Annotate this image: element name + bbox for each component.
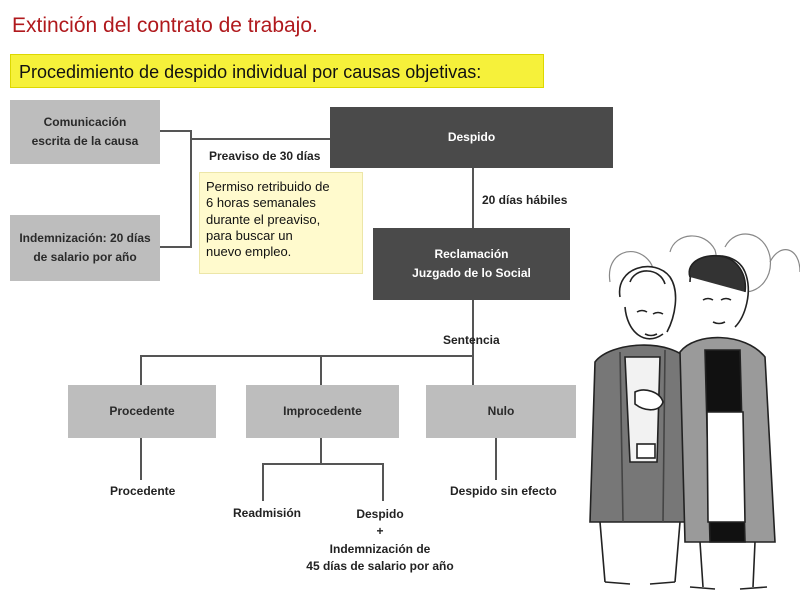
connector — [495, 438, 497, 480]
dismissal-no-effect-label: Despido sin efecto — [450, 484, 557, 498]
dismissal-plus-indemnity-label: Despido + Indemnización de 45 días de salario por año — [306, 507, 454, 574]
improcedente-text: Improcedente — [283, 404, 362, 419]
connector — [190, 130, 192, 248]
connector — [382, 463, 384, 501]
procedente-text: Procedente — [109, 404, 175, 419]
indemnity-box — [10, 215, 160, 281]
connector — [160, 130, 192, 132]
readmission-label: Readmisión — [233, 506, 302, 520]
woman-left — [590, 267, 695, 584]
communication-box — [10, 100, 160, 164]
improcedente-box — [246, 385, 399, 438]
paid-leave-note: Permiso retribuido de 6 horas semanales durante el preaviso, para buscar un nuevo empleo. — [199, 172, 363, 274]
connector — [160, 246, 192, 248]
connector — [472, 300, 474, 356]
claim-text: Reclamación Juzgado de lo Social — [412, 247, 531, 280]
connector — [140, 438, 142, 480]
dismissal-box — [330, 107, 613, 168]
claim-box — [373, 228, 570, 300]
slide-title: Extinción del contrato de trabajo. — [12, 14, 318, 37]
indemnity-text: Indemnización: 20 días de salario por año — [19, 231, 151, 264]
connector — [140, 355, 142, 385]
connector — [262, 463, 384, 465]
outcome-procedente-label: Procedente — [110, 484, 176, 498]
business-days-label: 20 días hábiles — [482, 193, 568, 207]
dismissal-text: Despido — [447, 130, 496, 145]
connector — [140, 355, 472, 357]
workers-illustration — [575, 222, 800, 600]
sentence-label: Sentencia — [443, 333, 500, 347]
connector — [472, 168, 474, 228]
procedente-box — [68, 385, 216, 438]
connector — [320, 355, 322, 385]
subtitle-banner: Procedimiento de despido individual por causas objetivas: — [10, 54, 544, 88]
connector — [472, 355, 474, 385]
nulo-text: Nulo — [487, 404, 515, 419]
connector — [190, 138, 330, 140]
connector — [262, 463, 264, 501]
notice-label: Preaviso de 30 días — [209, 149, 321, 163]
nulo-box — [426, 385, 576, 438]
woman-right — [680, 256, 775, 589]
connector — [320, 438, 322, 464]
communication-text: Comunicación escrita de la causa — [31, 115, 139, 148]
